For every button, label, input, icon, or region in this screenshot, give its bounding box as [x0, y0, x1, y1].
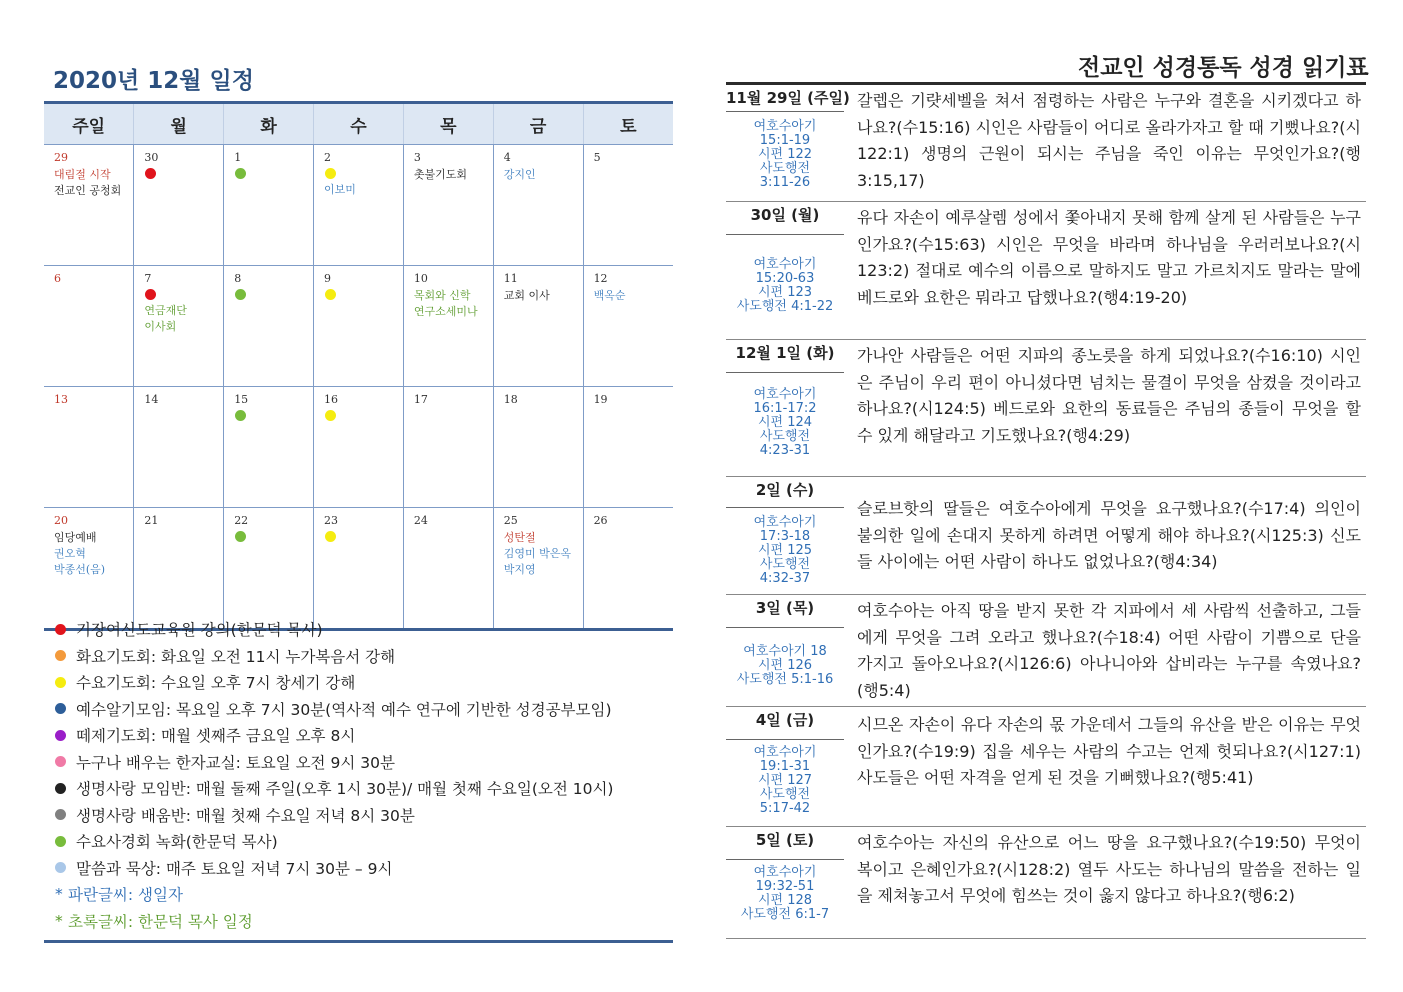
note-asterisk: *	[55, 885, 63, 904]
day-number: 2	[324, 151, 332, 164]
reading-passage: 여호수아기	[753, 119, 817, 134]
legend-item	[55, 616, 665, 643]
calendar-day-cell	[493, 266, 583, 387]
reading-passage: 사도행전 6:1-7	[740, 907, 830, 922]
day-number: 18	[503, 393, 518, 406]
reading-passage: 여호수아기	[753, 865, 817, 880]
reading-passage: 시편 128	[757, 893, 813, 908]
legend-text: 생명사랑 모임반: 매월 둘째 주일(오후 1시 30분)/ 매월 첫째 수요일(오전 10시)	[76, 780, 614, 799]
day-event: 전교인 공청회	[54, 184, 122, 197]
reading-passages	[726, 746, 844, 816]
day-event: 김영미 박은옥	[503, 547, 571, 560]
reading-question: 여호수아는 아직 땅을 받지 못한 각 지파에서 세 사람씩 선출하고, 그들에게 무엇을 그려 오라고 했나요?(수18:4) 어떤 사람이 기쁨으로 단을 가지고 돌아오나요?(시126:6) 아나니아와 삽비라는 누구를 속였나요?(행5:4)	[857, 601, 1361, 700]
reading-passage: 19:32-51	[755, 879, 815, 894]
day-event: 강지인	[503, 168, 536, 181]
day-number: 22	[234, 514, 249, 527]
legend-note	[55, 908, 665, 935]
legend-dot-icon	[55, 624, 66, 635]
reading-day-row	[726, 476, 1366, 595]
day-event: 이사회	[144, 320, 177, 333]
day-number: 29	[54, 151, 68, 164]
reading-passage: 시편 122	[757, 147, 813, 162]
day-number: 26	[593, 514, 608, 527]
weekday-header: 주일	[44, 103, 134, 145]
legend-text: 수요기도회: 수요일 오후 7시 창세기 강해	[76, 674, 356, 693]
calendar-grid	[44, 101, 673, 631]
reading-day-row	[726, 826, 1366, 939]
reading-passage: 여호수아기 18	[743, 644, 827, 659]
day-event: 권오혁	[54, 547, 86, 560]
reading-passages	[726, 645, 844, 687]
calendar-day-cell	[403, 508, 493, 630]
calendar-day-cell	[583, 266, 673, 387]
reading-passage: 사도행전	[759, 787, 811, 802]
calendar-day-cell	[224, 266, 314, 387]
legend-text: 생명사랑 배움반: 매월 첫째 수요일 저녁 8시 30분	[76, 806, 415, 825]
day-number: 20	[54, 514, 68, 527]
calendar-day-cell	[314, 387, 404, 508]
reading-passages	[726, 866, 844, 922]
day-number: 8	[234, 272, 242, 285]
reading-passage: 여호수아기	[753, 745, 817, 760]
reading-date: 4일 (금)	[755, 711, 815, 729]
reading-day-row	[726, 84, 1366, 202]
reading-question: 여호수아는 자신의 유산으로 어느 땅을 요구했나요?(수19:50) 무엇이 복이고 은혜인가요?(시128:2) 열두 사도는 하나님의 말씀을 전하는 일을 제쳐놓고서 무엇에 힘쓰는 것이 옳지 않다고 하나요?(행6:2)	[857, 833, 1361, 905]
reading-date-rule	[726, 372, 844, 373]
day-number: 1	[234, 151, 242, 164]
legend-dot-icon	[55, 650, 66, 661]
legend-item	[55, 643, 665, 670]
day-number: 3	[413, 151, 421, 164]
day-number: 23	[324, 514, 339, 527]
calendar-day-cell	[44, 145, 134, 266]
calendar-week-row	[44, 145, 673, 266]
day-event: 박종선(음)	[54, 563, 106, 576]
legend-item	[55, 775, 665, 802]
day-number: 12	[593, 272, 608, 285]
legend-item	[55, 696, 665, 723]
calendar-day-cell	[493, 508, 583, 630]
calendar-day-cell	[314, 266, 404, 387]
reading-passage: 사도행전 4:1-22	[736, 299, 834, 314]
legend-text: 말씀과 묵상: 매주 토요일 저녁 7시 30분 – 9시	[76, 859, 393, 878]
event-dot-icon	[145, 289, 156, 300]
calendar-day-cell	[403, 145, 493, 266]
event-dot-icon	[325, 289, 336, 300]
calendar-day-cell	[134, 145, 224, 266]
reading-passage: 여호수아기	[753, 257, 817, 272]
reading-date-rule	[726, 739, 844, 740]
day-number: 9	[324, 272, 332, 285]
calendar-day-cell	[224, 145, 314, 266]
reading-date: 12월 1일 (화)	[735, 344, 835, 362]
reading-passage: 여호수아기	[753, 515, 817, 530]
reading-passage: 사도행전	[759, 557, 811, 572]
reading-date-rule	[726, 111, 844, 112]
legend-text: 화요기도회: 화요일 오전 11시 누가복음서 강해	[76, 647, 396, 666]
calendar-day-cell	[44, 387, 134, 508]
legend-dot-icon	[55, 836, 66, 847]
legend-dot-icon	[55, 730, 66, 741]
reading-passage: 15:1-19	[759, 133, 811, 148]
day-number: 24	[413, 514, 428, 527]
reading-question: 시므온 자손이 유다 자손의 몫 가운데서 그들의 유산을 받은 이유는 무엇인가요?(수19:9) 집을 세우는 사람의 수고는 언제 헛되나요?(시127:1) 사도들은 어떤 자격을 얻게 된 것을 기뻐했나요?(행5:41)	[857, 715, 1361, 787]
calendar-day-cell	[224, 387, 314, 508]
legend-item	[55, 669, 665, 696]
legend-dot-icon	[55, 703, 66, 714]
calendar-day-cell	[403, 266, 493, 387]
reading-passage: 시편 124	[757, 415, 813, 430]
reading-passage: 3:11-26	[759, 175, 811, 190]
note-asterisk: *	[55, 911, 63, 930]
event-dot-icon	[235, 289, 246, 300]
calendar-week-row	[44, 387, 673, 508]
event-dot-icon	[235, 168, 246, 179]
calendar-day-cell	[583, 145, 673, 266]
calendar-day-cell	[583, 387, 673, 508]
reading-plan-title: 전교인 성경통독 성경 읽기표	[1078, 55, 1369, 81]
day-event: 목회와 신학	[413, 289, 471, 302]
reading-passage: 시편 127	[757, 773, 813, 788]
reading-day-row	[726, 201, 1366, 340]
calendar-day-cell	[314, 508, 404, 630]
event-dot-icon	[235, 531, 246, 542]
legend-item	[55, 802, 665, 829]
reading-passage: 사도행전	[759, 161, 811, 176]
reading-date: 11월 29일 (주일)	[726, 89, 850, 107]
event-dot-icon	[325, 410, 336, 421]
reading-passage: 4:23-31	[759, 443, 811, 458]
legend-note	[55, 881, 665, 908]
legend-dot-icon	[55, 756, 66, 767]
event-dot-icon	[235, 410, 246, 421]
note-text: 파란글씨: 생일자	[68, 886, 183, 905]
day-number: 19	[593, 393, 608, 406]
reading-date-rule	[726, 859, 844, 860]
day-number: 7	[144, 272, 152, 285]
calendar-day-cell	[44, 266, 134, 387]
day-number: 11	[503, 272, 518, 285]
day-event: 박지영	[503, 563, 536, 576]
legend-bottom-rule	[44, 940, 673, 943]
reading-day-row	[726, 339, 1366, 477]
calendar-day-cell	[493, 145, 583, 266]
day-event: 성탄절	[503, 531, 536, 544]
calendar-day-cell	[403, 387, 493, 508]
legend-text: 수요사경회 녹화(한문덕 목사)	[76, 833, 278, 852]
reading-passages	[726, 516, 844, 586]
calendar-day-cell	[44, 508, 134, 630]
reading-passages	[726, 388, 844, 458]
day-number: 14	[144, 393, 159, 406]
reading-question: 유다 자손이 예루살렘 성에서 쫓아내지 못해 함께 살게 된 사람들은 누구인가요?(수15:63) 시인은 무엇을 바라며 하나님을 우러러보나요?(시123:2) 절대로 예수의 이름으로 말하지도 말고 가르치지도 말라는 말에 베드로와 요한은 뭐라고 답했나요?(행4:19-20)	[857, 208, 1361, 307]
reading-question: 가나안 사람들은 어떤 지파의 종노릇을 하게 되었나요?(수16:10) 시인은 주님이 우리 편이 아니셨다면 넘치는 물결이 무엇을 삼켰을 것이라고 하나요?(시124:5) 베드로와 요한의 동료들은 주님의 종들이 무엇을 할 수 있게 해달라고 기도했나요?(행4:29)	[857, 346, 1361, 445]
reading-date: 30일 (월)	[750, 206, 820, 224]
reading-day-row	[726, 706, 1366, 827]
weekday-header: 월	[134, 103, 224, 145]
day-number: 6	[54, 272, 61, 285]
day-event: 교회 이사	[503, 289, 550, 302]
day-number: 5	[593, 151, 601, 164]
day-number: 4	[503, 151, 511, 164]
reading-date: 3일 (목)	[755, 599, 815, 617]
day-event: 촛불기도회	[413, 168, 468, 181]
reading-date: 5일 (토)	[755, 831, 815, 849]
calendar-week-row	[44, 266, 673, 387]
legend-item	[55, 749, 665, 776]
reading-date-rule	[726, 627, 844, 628]
legend-text: 예수알기모임: 목요일 오후 7시 30분(역사적 예수 연구에 기반한 성경공부모임)	[76, 700, 612, 719]
calendar-day-cell	[134, 508, 224, 630]
reading-passage: 19:1-31	[759, 759, 811, 774]
day-event: 이보미	[324, 183, 356, 196]
day-number: 25	[503, 514, 518, 527]
reading-passages	[726, 258, 844, 314]
weekday-header: 목	[403, 103, 493, 145]
calendar-body	[44, 145, 673, 630]
calendar-day-cell	[134, 387, 224, 508]
reading-passage: 4:32-37	[759, 571, 811, 586]
legend-dot-icon	[55, 862, 66, 873]
weekday-header: 수	[314, 103, 404, 145]
event-dot-icon	[325, 168, 336, 179]
legend-text: 떼제기도회: 매월 셋째주 금요일 오후 8시	[76, 727, 356, 746]
weekday-header: 토	[583, 103, 673, 145]
day-number: 15	[234, 393, 249, 406]
calendar-day-cell	[493, 387, 583, 508]
note-text: 초록글씨: 한문덕 목사 일정	[68, 912, 253, 931]
reading-passage: 사도행전	[759, 429, 811, 444]
reading-date-rule	[726, 507, 844, 508]
reading-passage: 여호수아기	[753, 387, 817, 402]
reading-passage: 16:1-17:2	[753, 401, 817, 416]
weekday-header-row	[44, 103, 673, 145]
day-number: 21	[144, 514, 159, 527]
day-number: 16	[324, 393, 339, 406]
reading-passage: 시편 123	[757, 285, 813, 300]
day-number: 13	[54, 393, 68, 406]
calendar-day-cell	[583, 508, 673, 630]
calendar-week-row	[44, 508, 673, 630]
reading-passage: 시편 126	[757, 658, 813, 673]
day-number: 10	[413, 272, 428, 285]
reading-passage: 5:17-42	[759, 801, 811, 816]
event-dot-icon	[145, 168, 156, 179]
legend-dot-icon	[55, 809, 66, 820]
calendar-day-cell	[134, 266, 224, 387]
legend	[55, 616, 665, 934]
reading-date-rule	[726, 234, 844, 235]
calendar-day-cell	[224, 508, 314, 630]
reading-passages	[726, 120, 844, 190]
legend-text: 누구나 배우는 한자교실: 토요일 오전 9시 30분	[76, 753, 395, 772]
day-number: 17	[413, 393, 428, 406]
legend-item	[55, 855, 665, 882]
day-number: 30	[144, 151, 159, 164]
day-event: 연구소세미나	[413, 305, 478, 318]
legend-dot-icon	[55, 783, 66, 794]
day-event: 임당예배	[54, 531, 97, 544]
reading-date: 2일 (수)	[755, 481, 815, 499]
reading-passage: 사도행전 5:1-16	[736, 672, 834, 687]
event-dot-icon	[325, 531, 336, 542]
day-event: 백옥순	[593, 289, 626, 302]
legend-dot-icon	[55, 677, 66, 688]
reading-passage: 15:20-63	[755, 271, 815, 286]
calendar-title: 2020년 12월 일정	[53, 68, 254, 94]
day-event: 연금재단	[144, 304, 187, 317]
calendar-day-cell	[314, 145, 404, 266]
legend-text: 기장여신도교육원 강의(한문덕 목사)	[76, 621, 323, 640]
reading-passage: 시편 125	[757, 543, 813, 558]
day-event: 대림절 시작	[54, 168, 111, 181]
legend-item	[55, 722, 665, 749]
reading-passage: 17:3-18	[759, 529, 811, 544]
reading-question: 슬로브핫의 딸들은 여호수아에게 무엇을 요구했나요?(수17:4) 의인이 불의한 일에 손대지 못하게 하려면 어떻게 해야 하나요?(시125:3) 신도들 사이에는 어떤 사람이 하나도 없었나요?(행4:34)	[857, 499, 1361, 571]
reading-question: 갈렙은 기럇세벨을 쳐서 점령하는 사람은 누구와 결혼을 시키겠다고 하나요?(수15:16) 시인은 사람들이 어디로 올라가자고 할 때 기뻤나요?(시122:1) 생명의 근원이 되시는 주님을 죽인 이유는 무엇인가요?(행3:15,17)	[857, 91, 1361, 190]
weekday-header: 금	[493, 103, 583, 145]
legend-item	[55, 828, 665, 855]
weekday-header: 화	[224, 103, 314, 145]
reading-day-row	[726, 594, 1366, 707]
